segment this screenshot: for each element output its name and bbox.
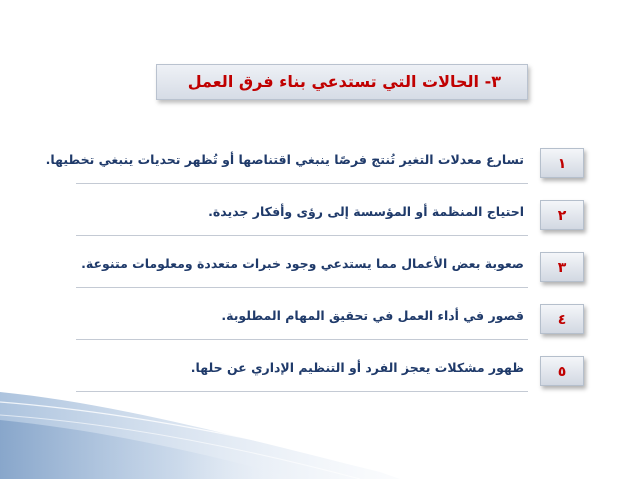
slide-title: ٣- الحالات التي تستدعي بناء فرق العمل (156, 64, 528, 100)
item-text: ظهور مشكلات يعجز الفرد أو التنظيم الإداري عن حلها. (190, 360, 524, 375)
list-item (76, 200, 590, 236)
item-number-badge: ٣ (540, 252, 584, 282)
item-text: قصور في أداء العمل في تحقيق المهام المطلوبة. (221, 308, 524, 323)
item-text: تسارع معدلات التغير تُنتج فرصًا ينبغي اقتناصها أو تُظهر تحديات ينبغي تخطيها. (45, 152, 524, 167)
list-item (76, 356, 590, 392)
item-divider (76, 235, 528, 236)
item-divider (76, 183, 528, 184)
item-divider (76, 391, 528, 392)
item-number-badge: ١ (540, 148, 584, 178)
item-divider (76, 339, 528, 340)
list-item (76, 304, 590, 340)
item-number-badge: ٥ (540, 356, 584, 386)
list-item (76, 252, 590, 288)
list-item (45, 148, 590, 184)
item-number-badge: ٤ (540, 304, 584, 334)
item-text: صعوبة بعض الأعمال مما يستدعي وجود خبرات متعددة ومعلومات متنوعة. (81, 256, 524, 271)
item-number-badge: ٢ (540, 200, 584, 230)
item-text: احتياج المنظمة أو المؤسسة إلى رؤى وأفكار جديدة. (208, 204, 524, 219)
item-divider (76, 287, 528, 288)
